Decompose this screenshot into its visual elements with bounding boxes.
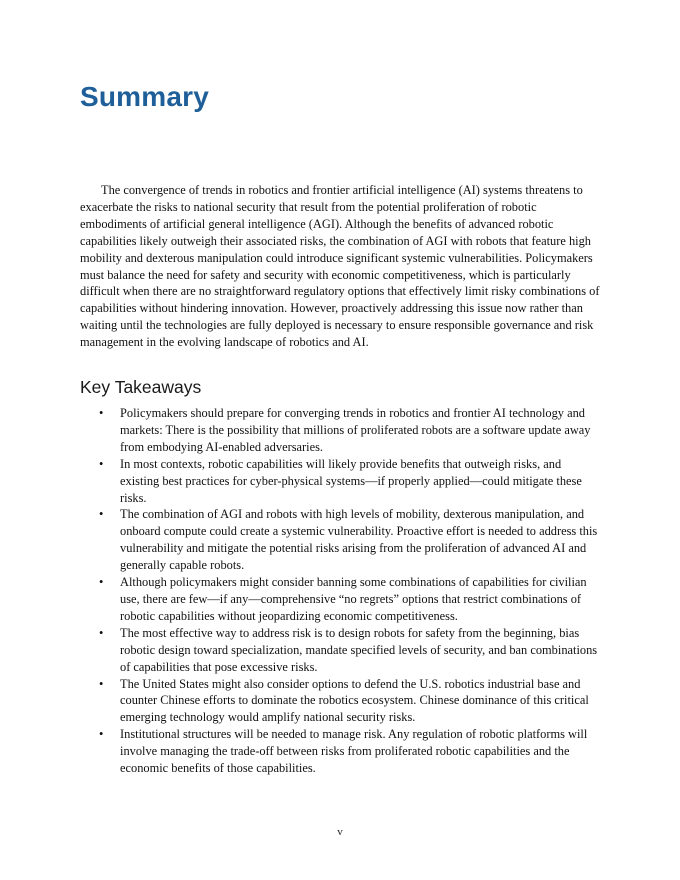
takeaway-item [80,726,601,777]
takeaway-item [80,506,601,574]
takeaway-text: The most effective way to address risk is to design robots for safety from the beginning, bias robotic design toward specialization, mandate specified levels of security, and ban combinations of capabilities that pose excessive risks. [120,625,598,674]
bullet-icon: • [99,406,104,420]
bullet-icon: • [99,727,104,742]
takeaway-text: Policymakers should prepare for converging trends in robotics and frontier AI technology and markets: There is the possibility that millions of proliferated robots are a software update away from embodying AI-enabled adversaries. [120,406,591,454]
key-takeaways-list [80,405,601,777]
takeaway-item [80,405,601,456]
bullet-icon: • [99,625,104,640]
bullet-icon: • [99,507,104,522]
bullet-icon: • [99,676,104,691]
page-number: v [337,826,343,838]
takeaway-text: The combination of AGI and robots with high levels of mobility, dexterous manipulation, and onboard compute could create a systemic vulnerability. Proactive effort is needed to address this vulnerability and mitigate the potential risks arising from the proliferation of advanced AI and generally capable robots. [120,507,598,573]
takeaway-item [80,676,601,727]
takeaway-text: Institutional structures will be needed to manage risk. Any regulation of robotic platforms will involve managing the trade-off between risks from proliferated robotic capabilities and the economic benefits of those capabilities. [120,727,588,776]
bullet-icon: • [99,575,104,590]
key-takeaways-heading: Key Takeaways [80,377,202,397]
bullet-icon: • [99,456,104,471]
takeaway-text: The United States might also consider options to defend the U.S. robotics industrial base and counter Chinese efforts to dominate the robotics ecosystem. Chinese dominance of this critical emerging technology would amplify national security risks. [120,676,589,725]
takeaway-item [80,574,601,625]
takeaway-item [80,625,601,676]
takeaway-text: Although policymakers might consider banning some combinations of capabilities for civilian use, there are few—if any—comprehensive “no regrets” options that restrict combinations of robotic capabilities without jeopardizing economic competitiveness. [120,575,587,623]
takeaway-text: In most contexts, robotic capabilities will likely provide benefits that outweigh risks, and existing best practices for cyber-physical systems—if properly applied—could mitigate these risks. [120,456,582,505]
page-title: Summary [80,81,210,112]
summary-paragraph: The convergence of trends in robotics and frontier artificial intelligence (AI) systems threatens to exacerbate the risks to national security that result from the potential proliferation of robotic embodiments of artificial general intelligence (AGI). Although the benefits of advanced robotic capabilities likely outweigh their associated risks, the combination of AGI with robots that feature high mobility and dexterous manipulation could introduce significant systemic vulnerabilities. Policymakers must balance the need for safety and security with economic competitiveness, which is particularly difficult when there are no straightforward regulatory options that effectively limit risky combinations of capabilities without hindering innovation. However, proactively addressing this issue now rather than waiting until the technologies are fully deployed is necessary to ensure responsible governance and risk management in the evolving landscape of robotics and AI. [80,183,600,350]
takeaway-item [80,456,601,507]
